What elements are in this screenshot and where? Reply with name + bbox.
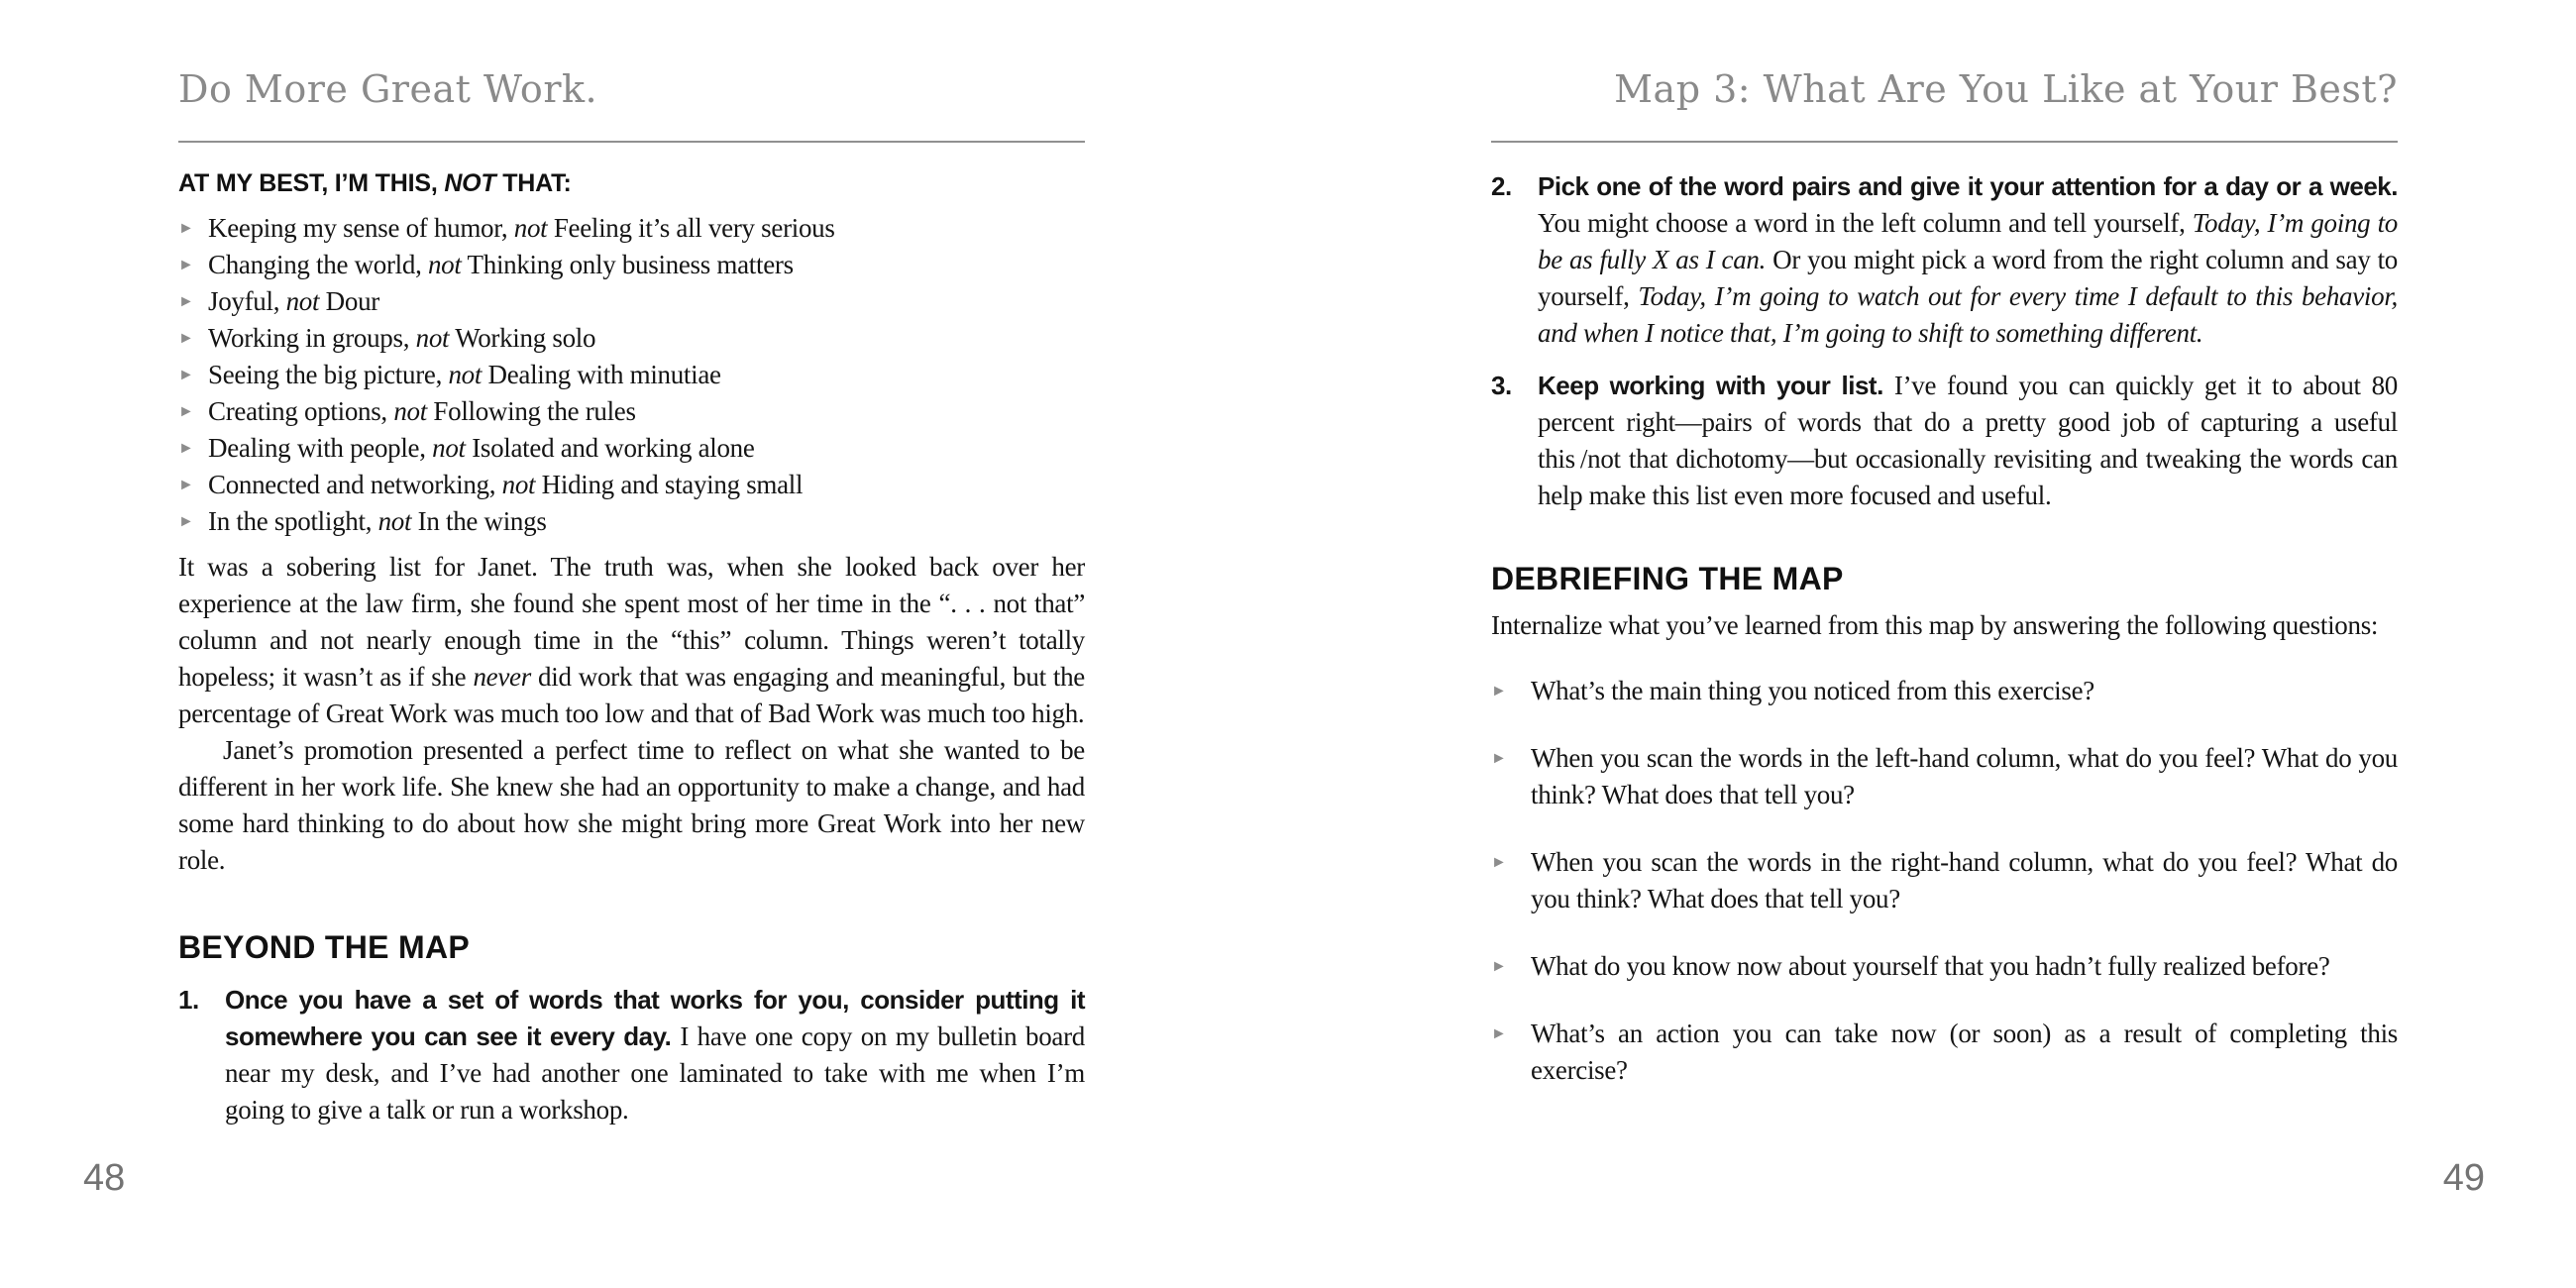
- text-segment: Or you might pick a word from the right column and say to yourself,: [1538, 245, 2399, 311]
- text-segment: When you scan the words in the right-hand column, what do you feel? What do you think? What does that tell you?: [1531, 847, 2398, 913]
- italic-text: not: [432, 433, 466, 463]
- italic-text: never: [473, 662, 531, 692]
- right-page-number: 49: [2442, 1157, 2485, 1199]
- bullet-arrow-icon: ►: [1491, 1025, 1507, 1042]
- item-text: [1531, 1016, 2398, 1089]
- list-item: [178, 430, 1085, 467]
- debriefing-intro: Internalize what you’ve learned from this map by answering the following questions:: [1491, 610, 2379, 640]
- bold-lead-text: Keep working with your list.: [1538, 371, 1894, 400]
- italic-text: not: [448, 360, 483, 389]
- list-item: [178, 247, 1085, 283]
- beyond-the-map-list-continued: [1491, 168, 2398, 514]
- item-number: 2.: [1491, 171, 1512, 201]
- italic-text: not: [415, 323, 450, 353]
- right-header-rule: [1491, 141, 2398, 143]
- text-segment: did work that was engaging and meaningful, but the percentage of Great Work was much too low and that of Bad Work was much too high.: [178, 662, 1085, 728]
- bullet-arrow-icon: ►: [1491, 750, 1507, 767]
- list-item: [1491, 673, 2398, 709]
- numbered-item: [1491, 368, 2398, 514]
- section-heading-beyond-the-map: BEYOND THE MAP: [178, 929, 470, 965]
- text-segment: Janet’s promotion presented a perfect time to reflect on what she wanted to be different in her work life. She knew she had an opportunity to make a change, and had some hard thinking to do about how she might bring more Great Work into her new role.: [178, 735, 1085, 875]
- italic-text: not: [393, 396, 427, 426]
- italic-text: not: [285, 286, 320, 316]
- text-segment: Dealing with minutiae: [482, 360, 721, 389]
- list-item: [1491, 1016, 2398, 1089]
- left-header-rule: [178, 141, 1085, 143]
- text-segment: Feeling it’s all very serious: [547, 213, 835, 243]
- body-paragraph: [178, 549, 1085, 732]
- numbered-item: [1491, 168, 2398, 352]
- bullet-arrow-icon: ►: [178, 293, 194, 310]
- left-page: [178, 65, 1085, 1144]
- text-segment: Creating options,: [208, 396, 394, 426]
- bullet-arrow-icon: ►: [178, 477, 194, 493]
- italic-text: not: [377, 506, 412, 536]
- item-text: [1531, 948, 2398, 985]
- bullet-arrow-icon: ►: [178, 403, 194, 420]
- item-number: 1.: [178, 985, 199, 1015]
- bullet-arrow-icon: ►: [178, 367, 194, 383]
- text-segment: Changing the world,: [208, 250, 428, 279]
- item-text: [208, 320, 1085, 357]
- item-text: [208, 247, 1085, 283]
- text-segment: In the wings: [411, 506, 547, 536]
- list-item: [178, 467, 1085, 503]
- italic-text: not: [513, 213, 548, 243]
- bullet-arrow-icon: ►: [178, 440, 194, 457]
- best-list: [178, 210, 1085, 540]
- item-text: [208, 357, 1085, 393]
- item-text: [1531, 844, 2398, 917]
- text-segment: Working in groups,: [208, 323, 416, 353]
- text-segment: Hiding and staying small: [535, 470, 804, 499]
- italic-text: not: [501, 470, 536, 499]
- bullet-arrow-icon: ►: [1491, 854, 1507, 871]
- item-text: [208, 283, 1085, 320]
- list-item: [178, 210, 1085, 247]
- body-paragraph: [178, 732, 1085, 879]
- text-segment: I’ve found you can quickly get it to about 80 percent right—pairs of words that do a pretty good job of capturing a useful this /not that dichotomy—but occasionally revisiting and tweaking the words can help make this list even more focused and useful.: [1538, 371, 2398, 510]
- text-segment: Connected and networking,: [208, 470, 502, 499]
- text-segment: Keeping my sense of humor,: [208, 213, 514, 243]
- bullet-arrow-icon: ►: [1491, 958, 1507, 975]
- item-text: [1538, 368, 2398, 514]
- text-segment: Isolated and working alone: [465, 433, 755, 463]
- text-segment: What’s an action you can take now (or soon) as a result of completing this exercise?: [1531, 1019, 2398, 1085]
- bullet-arrow-icon: ►: [178, 330, 194, 347]
- bold-lead-text: Once you have a set of words that works for you, consider putting it somewhere you can see it every day.: [225, 985, 1085, 1051]
- list-item: [178, 503, 1085, 540]
- text-segment: Following the rules: [426, 396, 636, 426]
- text-segment: What do you know now about yourself that you hadn’t fully realized before?: [1531, 951, 2330, 981]
- debriefing-questions-list: [1491, 673, 2398, 1089]
- list-item: [1491, 948, 2398, 985]
- list-item: [178, 283, 1085, 320]
- list-item: [178, 393, 1085, 430]
- text-segment: Joyful,: [208, 286, 286, 316]
- item-text: [1531, 673, 2398, 709]
- left-running-head: Do More Great Work.: [178, 67, 598, 111]
- italic-text: not: [427, 250, 462, 279]
- text-segment: When you scan the words in the left-hand column, what do you feel? What do you think? What does that tell you?: [1531, 743, 2398, 809]
- item-text: [208, 430, 1085, 467]
- text-segment: You might choose a word in the left column and tell yourself,: [1538, 208, 2193, 238]
- numbered-item: [178, 982, 1085, 1128]
- text-segment: Seeing the big picture,: [208, 360, 449, 389]
- item-text: [208, 503, 1085, 540]
- bullet-arrow-icon: ►: [178, 220, 194, 237]
- text-segment: Thinking only business matters: [461, 250, 794, 279]
- list-item: [1491, 740, 2398, 813]
- item-text: [1531, 740, 2398, 813]
- text-segment: Working solo: [449, 323, 596, 353]
- item-text: [208, 467, 1085, 503]
- list-item: [178, 320, 1085, 357]
- italic-text: NOT: [444, 169, 496, 197]
- item-text: [208, 393, 1085, 430]
- text-segment: I have one copy on my bulletin board near my desk, and I’ve had another one laminated to take with me when I’m going to give a talk or run a workshop.: [225, 1021, 1085, 1125]
- right-running-head: Map 3: What Are You Like at Your Best?: [1614, 67, 2398, 111]
- item-text: [225, 982, 1085, 1128]
- text-segment: THAT:: [495, 169, 572, 197]
- text-segment: What’s the main thing you noticed from this exercise?: [1531, 676, 2094, 705]
- text-segment: AT MY BEST, I’M THIS,: [178, 169, 445, 197]
- text-segment: In the spotlight,: [208, 506, 378, 536]
- item-text: [1538, 168, 2398, 352]
- right-page: [1491, 65, 2398, 1120]
- bullet-arrow-icon: ►: [1491, 683, 1507, 699]
- text-segment: Dour: [319, 286, 379, 316]
- italic-text: Today, I’m going to be as fully X as I can.: [1538, 208, 2398, 274]
- left-page-number: 48: [83, 1157, 126, 1199]
- item-text: [208, 210, 1085, 247]
- list-item: [178, 357, 1085, 393]
- section-heading-debriefing-the-map: DEBRIEFING THE MAP: [1491, 561, 1844, 596]
- text-segment: It was a sobering list for Janet. The truth was, when she looked back over her experience at the law firm, she found she spent most of her time in the “. . . not that” column and not nearly enough time in the “this” column. Things weren’t totally hopeless; it wasn’t as if she: [178, 552, 1085, 692]
- italic-text: Today, I’m going to watch out for every time I default to this behavior, and when I notice that, I’m going to shift to something different.: [1538, 281, 2398, 348]
- best-list-heading: [178, 168, 1085, 198]
- item-number: 3.: [1491, 371, 1512, 400]
- beyond-the-map-list: [178, 982, 1085, 1128]
- bullet-arrow-icon: ►: [178, 513, 194, 530]
- bullet-arrow-icon: ►: [178, 257, 194, 273]
- list-item: [1491, 844, 2398, 917]
- text-segment: Dealing with people,: [208, 433, 433, 463]
- bold-lead-text: Pick one of the word pairs and give it your attention for a day or a week.: [1538, 171, 2398, 201]
